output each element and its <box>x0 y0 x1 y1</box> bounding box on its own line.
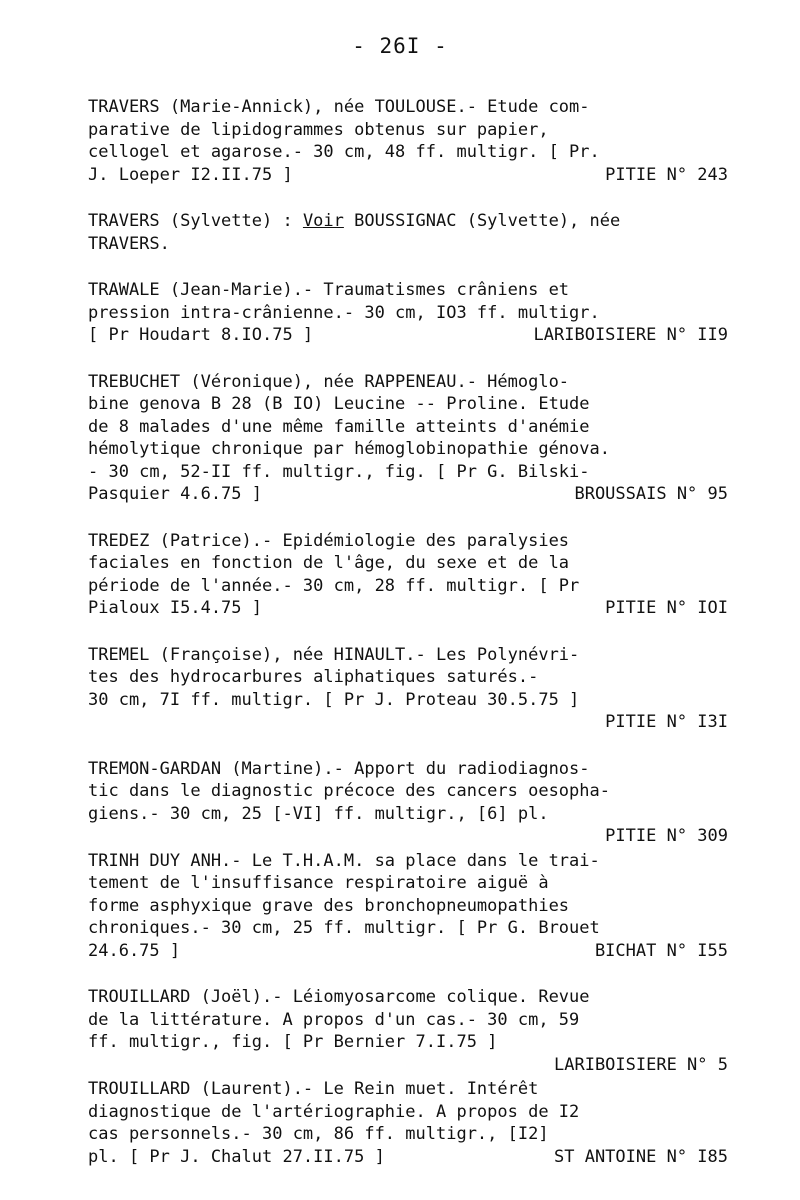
entry-trouillard-laurent <box>88 1078 728 1168</box>
entry-line: diagnostique de l'artériographie. A propos de I2 <box>88 1101 580 1122</box>
entry-line: tes des hydrocarbures aliphatiques saturés.- <box>88 667 539 687</box>
entry-trawale <box>88 279 728 347</box>
entry-last-line <box>88 483 728 506</box>
entry-last-line <box>88 711 728 734</box>
entry-text: BOUSSIGNAC (Sylvette), née <box>343 211 621 231</box>
entry-last-line <box>88 1054 728 1077</box>
entry-line: bine genova B 28 (B IO) Leucine -- Proline. Etude <box>88 394 590 414</box>
entry-last-line <box>88 825 728 848</box>
page-number: - 26I - <box>352 34 448 58</box>
entry-last-line <box>88 940 728 963</box>
entry-line: TRAVERS (Marie-Annick), née TOULOUSE.- Etude com- <box>88 97 590 117</box>
entry-trinh-duy-anh <box>88 850 728 963</box>
entry-line: chroniques.- 30 cm, 25 ff. multigr. [ Pr G. Brouet <box>88 918 600 938</box>
entry-line: TREBUCHET (Véronique), née RAPPENEAU.- Hémoglo- <box>88 371 570 392</box>
entry-line: période de l'année.- 30 cm, 28 ff. multigr. [ Pr <box>88 575 580 596</box>
entry-location: BROUSSAIS N° 95 <box>574 484 728 504</box>
entry-line: ff. multigr., fig. [ Pr Bernier 7.I.75 ] <box>88 1032 498 1052</box>
entry-location: PITIE N° 243 <box>605 164 728 185</box>
entry-location: PITIE N° IOI <box>605 598 728 618</box>
entry-last-line <box>88 164 728 187</box>
entry-line: TREMEL (Françoise), née HINAULT.- Les Polynévri- <box>88 644 580 665</box>
entry-location: LARIBOISIERE N° II9 <box>533 325 728 345</box>
entry-line: cellogel et agarose.- 30 cm, 48 ff. multigr. [ Pr. <box>88 142 600 162</box>
entry-location: ST ANTOINE N° I85 <box>554 1146 728 1167</box>
entry-text: TRAVERS (Sylvette) : <box>88 211 303 231</box>
entry-location: PITIE N° 309 <box>605 826 728 846</box>
entry-line: cas personnels.- 30 cm, 86 ff. multigr., [I2] <box>88 1124 549 1144</box>
entry-last-line <box>88 1146 728 1169</box>
entry-citation-end: [ Pr Houdart 8.IO.75 ] <box>88 325 314 345</box>
entry-line: TRAWALE (Jean-Marie).- Traumatismes crâniens et <box>88 280 570 300</box>
entry-location: PITIE N° I3I <box>605 712 728 732</box>
entry-line: pression intra-crânienne.- 30 cm, IO3 ff. multigr. <box>88 302 600 323</box>
entry-line: TREDEZ (Patrice).- Epidémiologie des paralysies <box>88 530 570 551</box>
voir-reference: Voir <box>302 211 344 231</box>
entry-trouillard-joel <box>88 986 728 1076</box>
bibliography-list <box>88 96 728 1192</box>
entry-citation-end: Pasquier 4.6.75 ] <box>88 484 262 504</box>
entry-location: BICHAT N° I55 <box>594 940 728 961</box>
entry-line: forme asphyxique grave des bronchopneumopathies <box>88 895 570 916</box>
entry-citation-end: 24.6.75 ] <box>88 940 181 961</box>
entry-last-line <box>88 324 728 347</box>
entry-line: giens.- 30 cm, 25 [-VI] ff. multigr., [6] pl. <box>88 803 549 824</box>
entry-line: tement de l'insuffisance respiratoire aiguë à <box>88 873 549 893</box>
entry-citation-end: pl. [ Pr J. Chalut 27.II.75 ] <box>88 1146 385 1167</box>
entry-citation-end: Pialoux I5.4.75 ] <box>88 598 262 618</box>
entry-tremon-gardan <box>88 758 728 848</box>
entry-last-line <box>88 597 728 620</box>
entry-line <box>88 210 728 233</box>
entry-line: TRINH DUY ANH.- Le T.H.A.M. sa place dans le trai- <box>88 850 600 871</box>
entry-line: TROUILLARD (Laurent).- Le Rein muet. Intérêt <box>88 1079 539 1099</box>
entry-line: TRAVERS. <box>88 233 170 254</box>
entry-line: TROUILLARD (Joël).- Léiomyosarcome colique. Revue <box>88 987 590 1007</box>
entry-trebuchet <box>88 371 728 506</box>
entry-travers-marie-annick <box>88 96 728 186</box>
entry-location: LARIBOISIERE N° 5 <box>554 1054 728 1075</box>
entry-line: de la littérature. A propos d'un cas.- 30 cm, 59 <box>88 1009 580 1030</box>
entry-citation-end: J. Loeper I2.II.75 ] <box>88 164 293 185</box>
entry-line: tic dans le diagnostic précoce des cancers oesopha- <box>88 781 610 801</box>
entry-line: hémolytique chronique par hémoglobinopathie génova. <box>88 439 610 459</box>
entry-line: faciales en fonction de l'âge, du sexe et de la <box>88 553 570 573</box>
entry-tremel <box>88 644 728 734</box>
entry-tredez <box>88 530 728 620</box>
entry-line: parative de lipidogrammes obtenus sur papier, <box>88 119 549 140</box>
entry-line: 30 cm, 7I ff. multigr. [ Pr J. Proteau 30.5.75 ] <box>88 689 580 710</box>
entry-line: - 30 cm, 52-II ff. multigr., fig. [ Pr G. Bilski- <box>88 461 590 482</box>
entry-line: de 8 malades d'une même famille atteints d'anémie <box>88 416 590 437</box>
entry-line: TREMON-GARDAN (Martine).- Apport du radiodiagnos- <box>88 758 590 779</box>
entry-travers-sylvette <box>88 210 728 255</box>
